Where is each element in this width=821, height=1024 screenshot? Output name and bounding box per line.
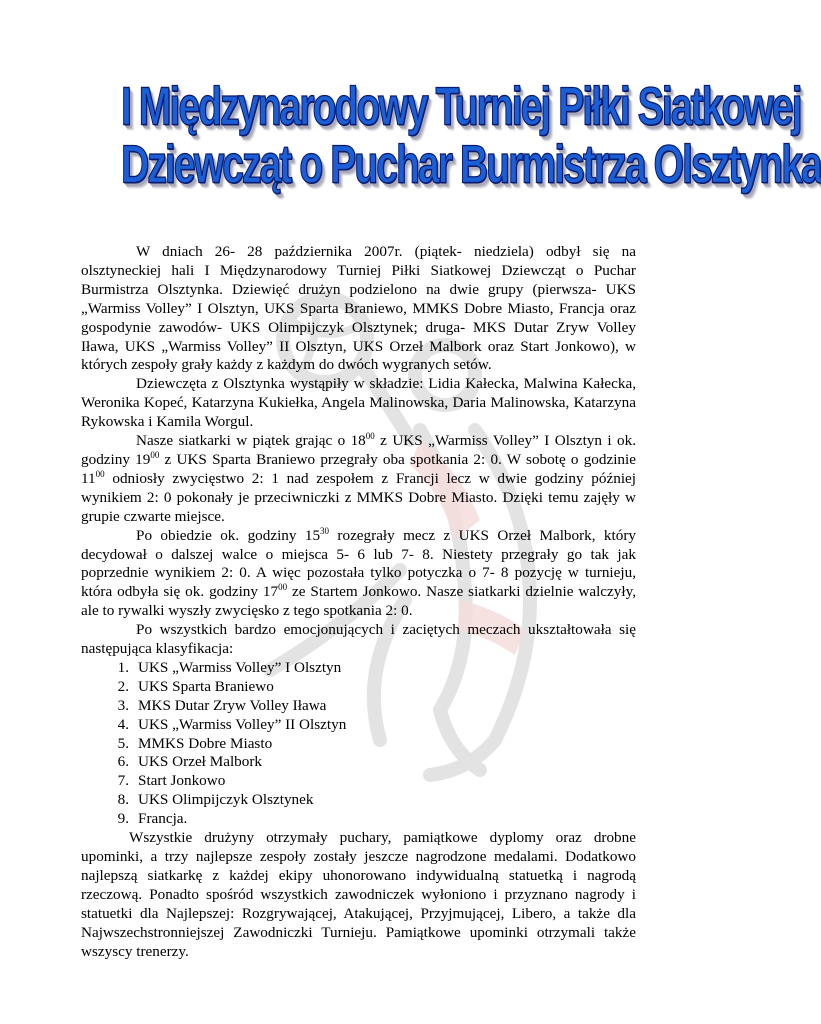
list-item-number: 2. bbox=[117, 677, 129, 695]
list-item-number: 4. bbox=[117, 715, 129, 733]
list-item bbox=[81, 753, 636, 772]
list-item-number: 5. bbox=[117, 734, 129, 752]
list-item bbox=[81, 735, 636, 754]
paragraph-team-roster: Dziewczęta z Olsztynka wystąpiły w składzie: Lidia Kałecka, Malwina Kałecka, Weronika Kopeć, Katarzyna Kukiełka, Angela Malinowska, Daria Malinowska, Katarzyna Rykowska i Kamila Worgul. bbox=[81, 375, 636, 431]
list-item-number: 6. bbox=[117, 753, 129, 771]
title-line-2: Dziewcząt o Puchar Burmistrza Olsztynka bbox=[121, 135, 821, 195]
list-item-number: 8. bbox=[117, 791, 129, 809]
list-item-team: UKS Olimpijczyk Olsztynek bbox=[138, 791, 314, 809]
time-superscript: 00 bbox=[150, 449, 160, 460]
list-item bbox=[81, 791, 636, 810]
paragraph-awards: Wszystkie drużyny otrzymały puchary, pamiątkowe dyplomy oraz drobne upominki, a trzy najlepsze zespoły zostały jeszcze nagrodzone medalami. Dodatkowo najlepszą siatkarkę z każdej ekipy uhonorowano indywidualną statuetką i nagrodą rzeczową. Ponadto spośród wszystkich zawodniczek wyłoniono i przyznano nagrody i statuetki dla Najlepszej: Rozgrywającej, Atakującej, Przyjmującej, Libero, a także dla Najwszechstronniejszej Zawodniczki Turnieju. Pamiątkowe upominki otrzymali także wszyscy trenerzy. bbox=[81, 829, 636, 960]
paragraph-tournament-intro: W dniach 26- 28 października 2007r. (piątek- niedziela) odbył się na olsztyneckiej hali I Międzynarodowy Turniej Piłki Siatkowej Dziewcząt o Puchar Burmistrza Olsztynka. Dziewięć drużyn podzielono na dwie grupy (pierwsza- UKS „Warmiss Volley” I Olsztyn, UKS Sparta Braniewo, MMKS Dobre Miasto, Francja oraz gospodynie zawodów- UKS Olimpijczyk Olsztynek; druga- MKS Dutar Zryw Volley Iława, UKS „Warmiss Volley” II Olsztyn, UKS Orzeł Malbork oraz Start Jonkowo), w których zespoły grały każdy z każdym do dwóch wygranych setów. bbox=[81, 243, 636, 374]
paragraph-classification-intro: Po wszystkich bardzo emocjonujących i zaciętych meczach ukształtowała się następująca klasyfikacja: bbox=[81, 621, 636, 658]
list-item-number: 9. bbox=[117, 810, 129, 828]
document-title bbox=[60, 77, 821, 195]
paragraph-placement-matches bbox=[81, 527, 636, 622]
list-item-number: 3. bbox=[117, 696, 129, 714]
article-body bbox=[81, 243, 636, 961]
list-item bbox=[81, 716, 636, 735]
text-segment: Nasze siatkarki w piątek grając o 18 bbox=[136, 432, 366, 450]
time-superscript: 00 bbox=[365, 431, 375, 442]
list-item-team: MKS Dutar Zryw Volley Iława bbox=[138, 696, 327, 714]
text-segment: Po obiedzie ok. godziny 15 bbox=[136, 526, 321, 544]
list-item-number: 1. bbox=[117, 658, 129, 676]
text-segment: odniosły zwycięstwo 2: 1 nad zespołem z Francji lecz w dwie godziny później wynikiem 2: 0 pokonały je przeciwniczki z MMKS Dobre Miasto. Dzięki temu zajęły w grupie czwarte miejsce. bbox=[81, 469, 636, 525]
text-segment: ze Startem Jonkowo. Nasze siatkarki dzielnie walczyły, ale to rywalki wyszły zwycięsko z tego spotkania 2: 0. bbox=[81, 583, 636, 620]
list-item-team: MMKS Dobre Miasto bbox=[138, 734, 273, 752]
list-item-team: Francja. bbox=[138, 810, 188, 828]
text-segment: z UKS Sparta Braniewo przegrały oba spotkania 2: 0. W sobotę o godzinie 11 bbox=[81, 450, 636, 487]
final-classification-list bbox=[81, 659, 636, 829]
list-item-team: UKS „Warmiss Volley” II Olsztyn bbox=[138, 715, 347, 733]
text-segment: z UKS „Warmiss Volley” I Olsztyn i ok. godziny 19 bbox=[81, 432, 636, 468]
list-item bbox=[81, 678, 636, 697]
list-item-team: Start Jonkowo bbox=[138, 772, 226, 790]
time-superscript: 30 bbox=[320, 525, 330, 536]
list-item bbox=[81, 772, 636, 791]
text-segment: rozegrały mecz z UKS Orzeł Malbork, który decydował o dalszej walce o miejsca 5- 6 lub 7- 8. Niestety przegrały go tak jak poprzednie wynikiem 2: 0. A więc pozostała tylko potyczka o 7- 8 pozycję w turnieju, która odbyła się ok. godziny 17 bbox=[81, 526, 636, 601]
list-item-team: UKS Orzeł Malbork bbox=[138, 753, 263, 771]
time-superscript: 00 bbox=[95, 468, 105, 479]
list-item-team: UKS Sparta Braniewo bbox=[138, 677, 274, 695]
list-item-number: 7. bbox=[117, 772, 129, 790]
list-item bbox=[81, 697, 636, 716]
list-item-team: UKS „Warmiss Volley” I Olsztyn bbox=[138, 658, 342, 676]
list-item bbox=[81, 659, 636, 678]
paragraph-friday-saturday-matches bbox=[81, 432, 636, 527]
title-line-1: I Międzynarodowy Turniej Piłki Siatkowej bbox=[121, 77, 801, 137]
time-superscript: 00 bbox=[278, 582, 288, 593]
list-item bbox=[81, 810, 636, 829]
